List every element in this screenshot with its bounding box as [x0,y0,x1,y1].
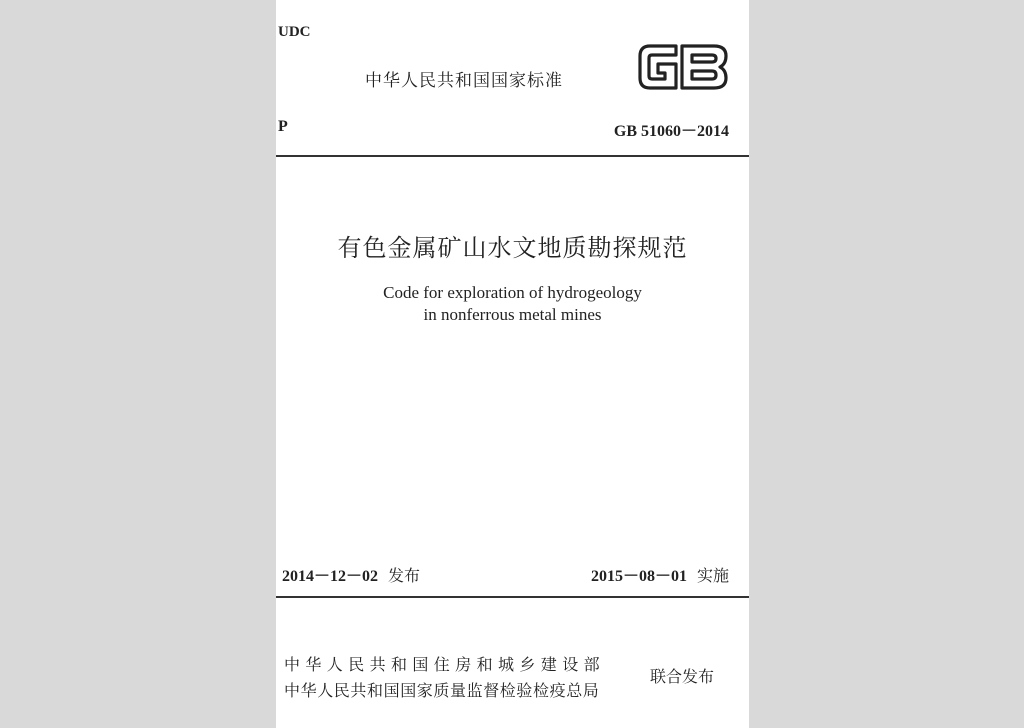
standard-cover-page [276,0,749,728]
issuer-line1: 中华人民共和国住房和城乡建设部 [284,655,606,674]
issue-label: 发布 [388,566,421,585]
issue-date: 2014－12－02 [282,568,379,585]
standard-number: GB 51060－2014 [613,123,729,140]
top-divider [276,155,749,157]
issue-date-block [282,563,420,586]
joint-issue-label: 联合发布 [650,667,715,686]
bottom-divider [276,596,749,598]
implement-date: 2015－08－01 [590,568,687,585]
title-chinese: 有色金属矿山水文地质勘探规范 [337,234,688,262]
title-english-line2: in nonferrous metal mines [423,305,602,324]
title-english-line1: Code for exploration of hydrogeology [383,283,642,302]
implement-date-block [591,563,729,586]
classification-code: P [278,118,288,135]
udc-label: UDC [278,24,311,40]
gb-logo-icon [636,42,730,92]
standard-type-cn: 中华人民共和国国家标准 [365,71,563,91]
implement-label: 实施 [696,566,729,585]
issuer-line2: 中华人民共和国国家质量监督检验检疫总局 [284,681,600,700]
